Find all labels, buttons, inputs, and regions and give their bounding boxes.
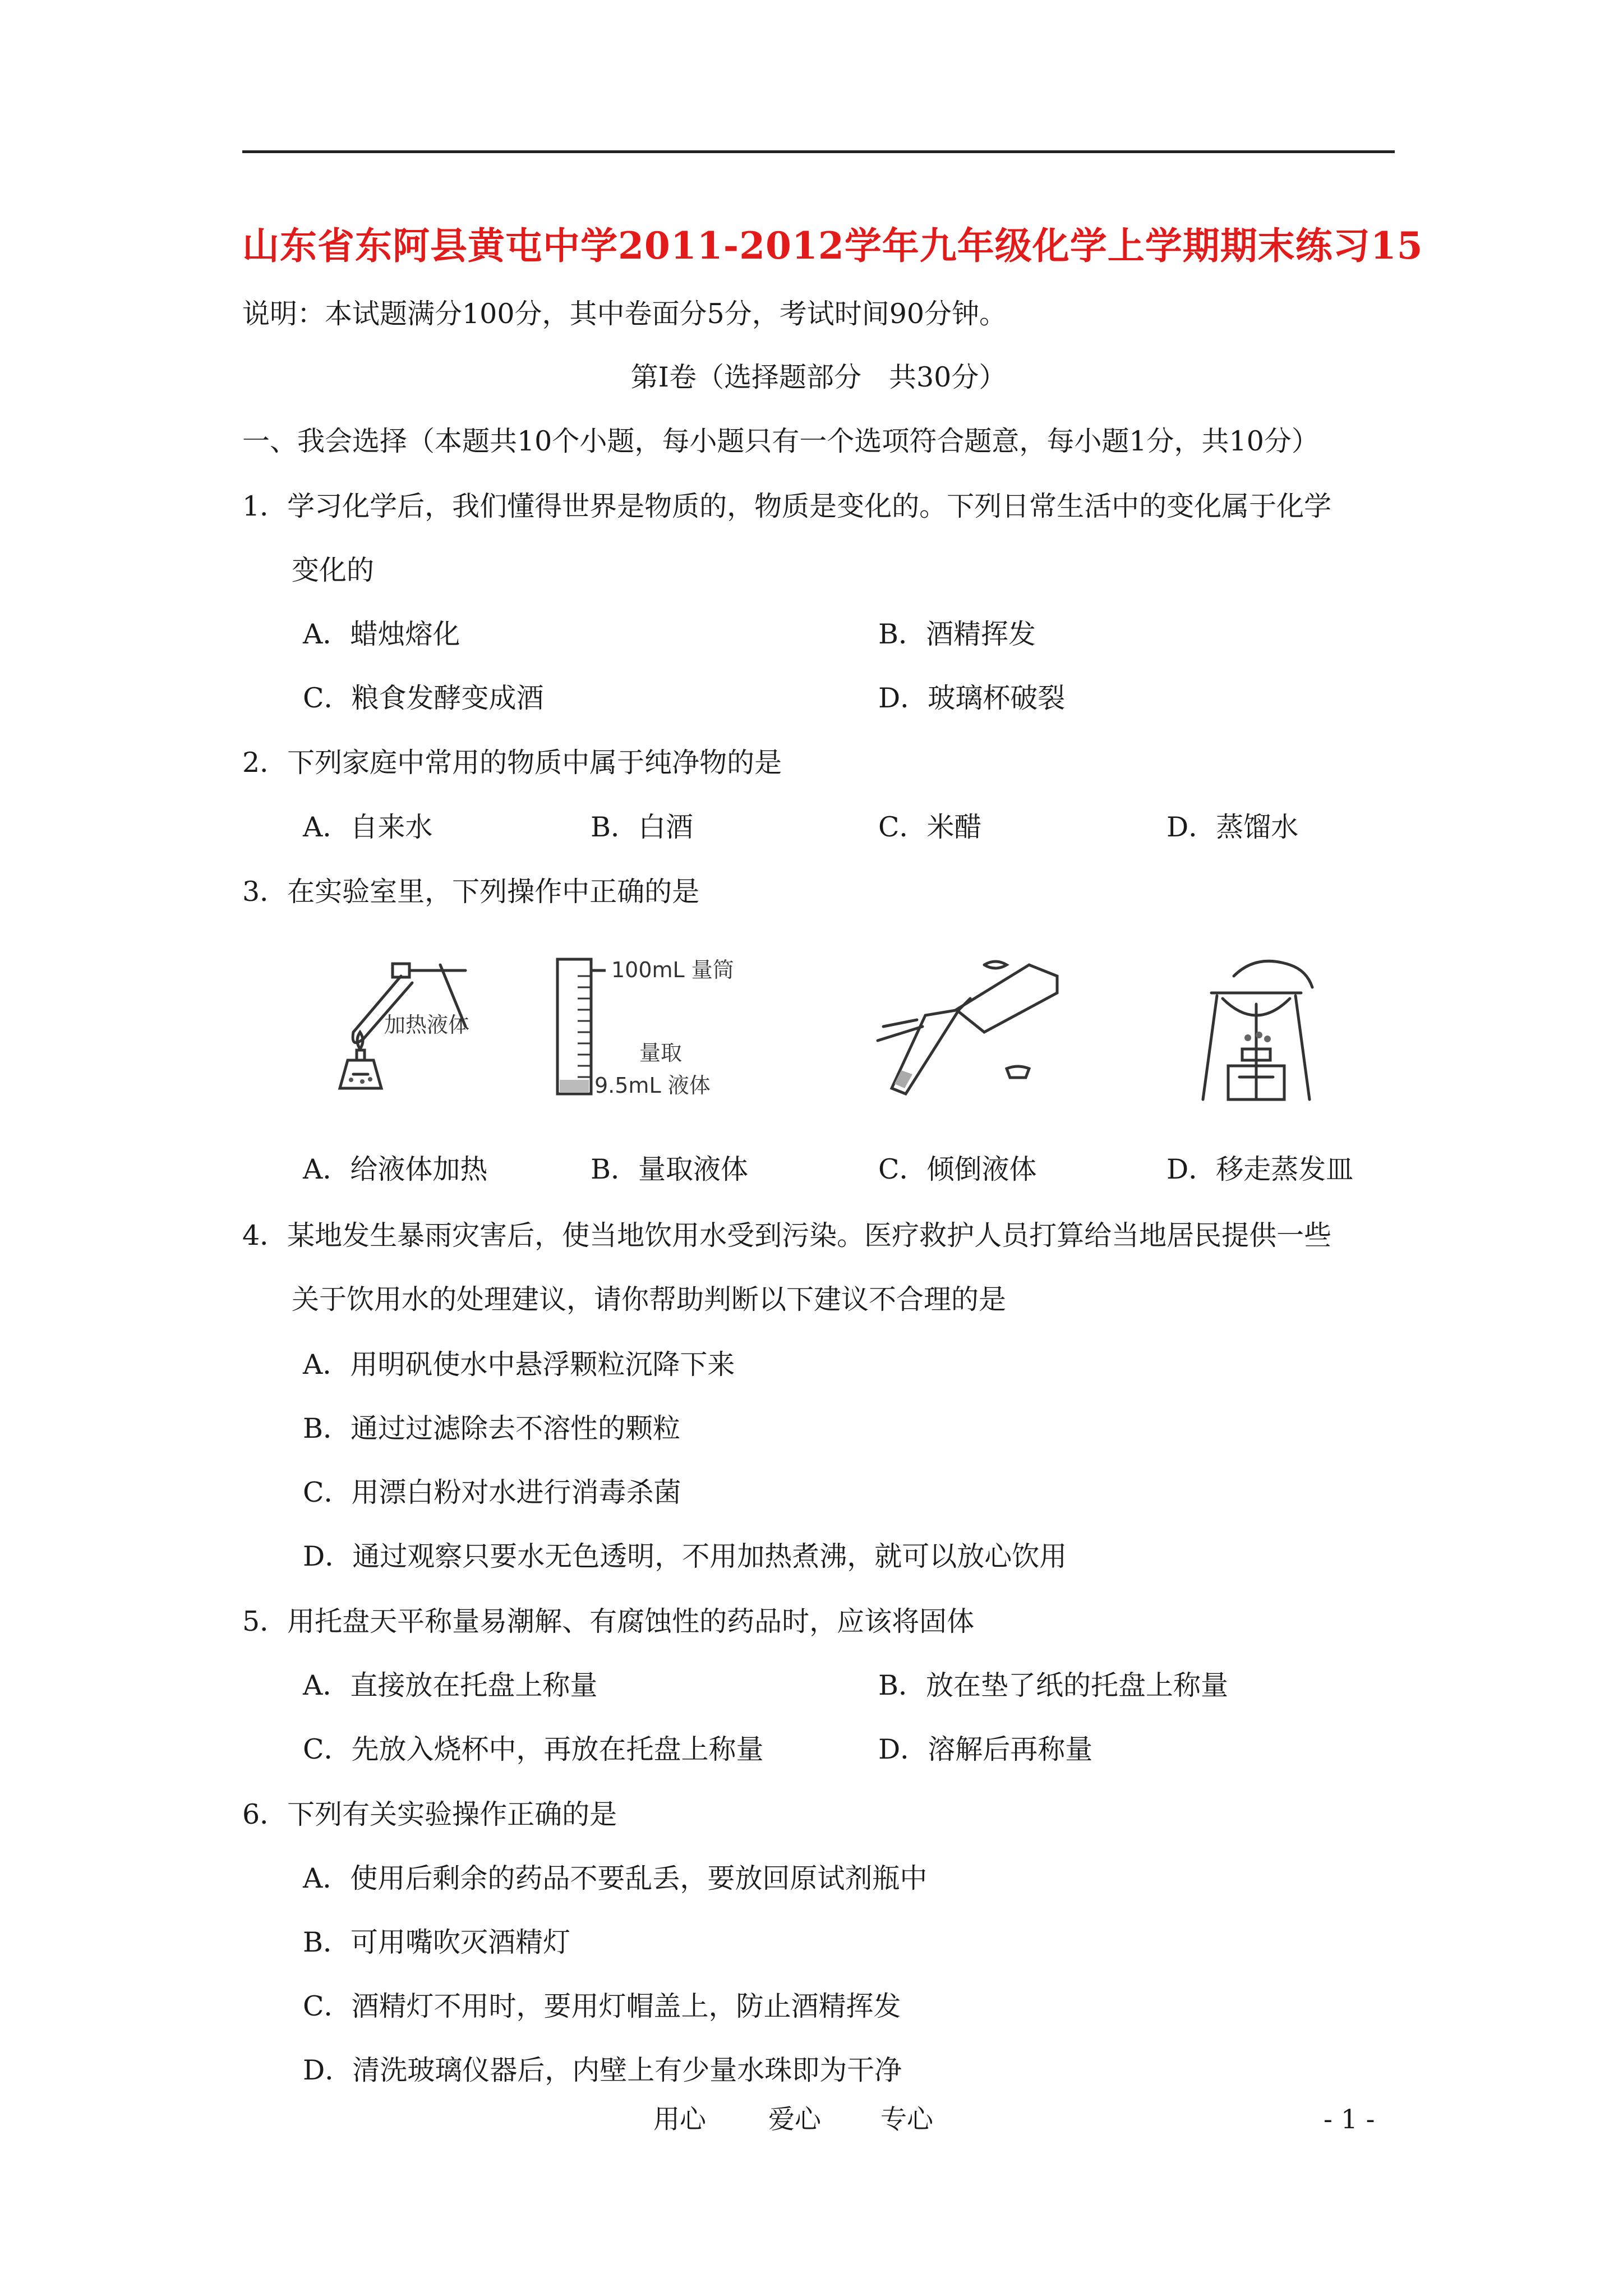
option-a: A．蜡烛熔化: [303, 618, 460, 650]
section-heading: 第Ⅰ卷（选择题部分 共30分）: [630, 361, 1007, 393]
option-b: B．通过过滤除去不溶性的颗粒: [303, 1412, 681, 1444]
option-d: D．移走蒸发皿: [1166, 1153, 1354, 1185]
question-stem: 3．在实验室里，下列操作中正确的是: [242, 876, 700, 908]
footer-motto-1: 用心: [653, 2104, 706, 2135]
option-a: A．用明矾使水中悬浮颗粒沉降下来: [303, 1349, 735, 1381]
footer-motto-3: 专心: [880, 2104, 933, 2135]
question-stem: 2．下列家庭中常用的物质中属于纯净物的是: [242, 747, 782, 779]
question-stem: 5．用托盘天平称量易潮解、有腐蚀性的药品时，应该将固体: [242, 1605, 975, 1637]
figure-b-label-bottom: 9.5mL 液体: [594, 1073, 711, 1098]
option-c: C．米醋: [878, 811, 982, 843]
option-a: A．使用后剩余的药品不要乱丢，要放回原试剂瓶中: [303, 1862, 928, 1894]
option-d: D．蒸馏水: [1166, 811, 1299, 843]
option-b: B．放在垫了纸的托盘上称量: [878, 1669, 1229, 1701]
question-stem: 6．下列有关实验操作正确的是: [242, 1798, 617, 1830]
question-stem: 4．某地发生暴雨灾害后，使当地饮用水受到污染。医疗救护人员打算给当地居民提供一些: [242, 1220, 1332, 1251]
exam-note: 说明：本试题满分100分，其中卷面分5分，考试时间90分钟。: [242, 298, 1007, 330]
option-b: B．白酒: [591, 811, 694, 843]
question-stem-cont: 变化的: [292, 554, 375, 586]
figure-measuring-cylinder: [555, 954, 768, 1111]
option-a: A．自来水: [303, 811, 433, 843]
option-a: A．给液体加热: [303, 1153, 488, 1185]
page-number: - 1 -: [1324, 2104, 1375, 2135]
option-a: A．直接放在托盘上称量: [303, 1669, 598, 1701]
option-b: B．量取液体: [591, 1153, 749, 1185]
option-c: C．倾倒液体: [878, 1153, 1037, 1185]
figure-b-label-mid: 量取: [639, 1041, 683, 1065]
figure-a-label: 加热液体: [384, 1013, 470, 1037]
footer-motto-2: 爱心: [768, 2104, 821, 2135]
option-d: D．通过观察只要水无色透明，不用加热煮沸，就可以放心饮用: [303, 1540, 1067, 1572]
figure-heating-liquid: [331, 954, 516, 1111]
option-c: C．用漂白粉对水进行消毒杀菌: [303, 1476, 681, 1508]
option-d: D．玻璃杯破裂: [878, 682, 1066, 714]
option-c: C．先放入烧杯中，再放在托盘上称量: [303, 1733, 764, 1765]
figure-pouring-liquid: [872, 954, 1074, 1111]
question-stem-cont: 关于饮用水的处理建议，请你帮助判断以下建议不合理的是: [292, 1283, 1007, 1315]
page-title: 山东省东阿县黄屯中学2011-2012学年九年级化学上学期期末练习15: [242, 224, 1423, 268]
part-heading: 一、我会选择（本题共10个小题，每小题只有一个选项符合题意，每小题1分，共10分）: [242, 425, 1319, 457]
option-d: D．溶解后再称量: [878, 1733, 1093, 1765]
option-c: C．酒精灯不用时，要用灯帽盖上，防止酒精挥发: [303, 1990, 901, 2022]
question-stem: 1．学习化学后，我们懂得世界是物质的，物质是变化的。下列日常生活中的变化属于化学: [242, 490, 1332, 522]
header-rule: [242, 150, 1395, 153]
figure-b-label-top: 100mL 量筒: [611, 958, 734, 982]
option-d: D．清洗玻璃仪器后，内壁上有少量水珠即为干净: [303, 2054, 902, 2086]
figure-evaporating-dish: [1195, 954, 1340, 1111]
option-b: B．可用嘴吹灭酒精灯: [303, 1926, 571, 1958]
option-b: B．酒精挥发: [878, 618, 1036, 650]
option-c: C．粮食发酵变成酒: [303, 682, 544, 714]
